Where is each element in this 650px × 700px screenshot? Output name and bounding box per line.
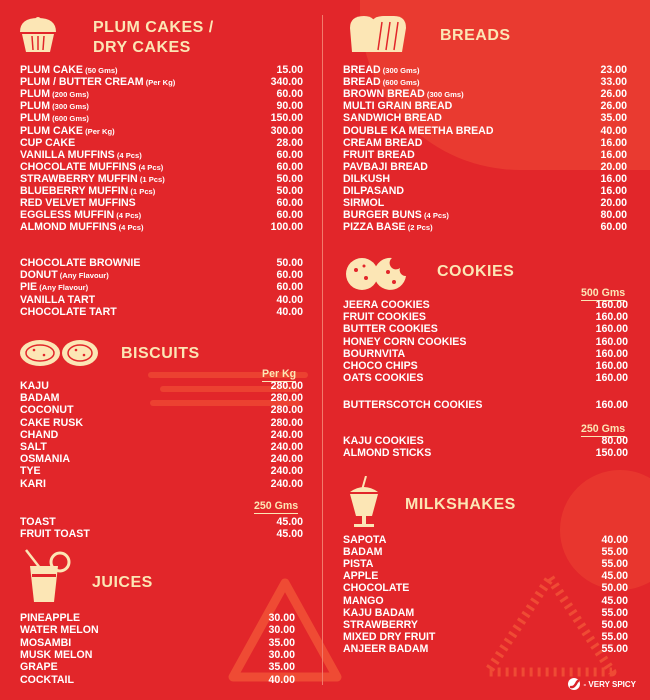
item-price: 240.00 <box>270 465 303 478</box>
item-name: COCKTAIL <box>20 673 74 686</box>
item-name: BLUEBERRY MUFFIN (1 Pcs) <box>20 185 156 197</box>
item-size: (600 Gms) <box>50 114 89 124</box>
spicy-legend <box>568 678 636 690</box>
juice-glass-icon <box>16 548 72 604</box>
item-name: SALT <box>20 441 47 453</box>
item-price: 160.00 <box>595 360 628 372</box>
item-price: 160.00 <box>595 335 628 348</box>
item-name: VANILLA MUFFINS (4 Pcs) <box>20 148 142 161</box>
item-name: STRAWBERRY <box>343 618 418 631</box>
item-name: PISTA <box>343 558 374 571</box>
item-name: COCONUT <box>20 404 74 417</box>
item-name: BUTTERSCOTCH COOKIES <box>343 399 483 411</box>
item-price: 40.00 <box>276 305 303 318</box>
item-price: 240.00 <box>270 453 303 466</box>
item-size: (4 Pcs) <box>421 211 449 221</box>
item-price: 55.00 <box>601 546 628 559</box>
item-price: 33.00 <box>600 76 627 89</box>
item-price: 45.00 <box>601 570 628 583</box>
column-divider <box>322 15 323 685</box>
item-price: 50.00 <box>276 257 303 269</box>
item-name: ALMOND MUFFINS (4 Pcs) <box>20 221 144 234</box>
item-name: CHOCO CHIPS <box>343 360 418 372</box>
item-name: VANILLA TART <box>20 293 96 306</box>
item-size: (300 Gms) <box>380 66 420 75</box>
item-price: 16.00 <box>600 148 627 161</box>
item-name: PINEAPPLE <box>20 612 81 624</box>
muffin-icon <box>12 14 64 56</box>
item-name: BREAD (600 Gms) <box>343 76 420 89</box>
item-price: 50.00 <box>276 172 303 185</box>
milkshake-icon <box>344 476 384 528</box>
item-name: PIE (Any Flavour) <box>20 281 89 294</box>
item-price: 240.00 <box>270 441 303 453</box>
item-price: 60.00 <box>276 160 303 173</box>
item-name: KAJU BADAM <box>343 606 415 619</box>
item-name: SAPOTA <box>343 534 387 546</box>
item-price: 40.00 <box>268 673 295 686</box>
item-name: BROWN BREAD (300 Gms) <box>343 88 464 101</box>
title-line: PLUM CAKES / <box>93 19 214 36</box>
item-size: (50 Gms) <box>82 66 118 75</box>
item-name: WATER MELON <box>20 624 99 637</box>
bread-loaf-icon <box>346 14 410 54</box>
item-name: DONUT (Any Flavour) <box>20 269 109 282</box>
item-price: 30.00 <box>268 612 295 624</box>
item-name: RED VELVET MUFFINS <box>20 197 136 210</box>
item-price: 50.00 <box>601 582 628 595</box>
item-name: FRUIT COOKIES <box>343 311 426 324</box>
item-name: KAJU COOKIES <box>343 435 424 447</box>
item-price: 15.00 <box>276 64 303 76</box>
item-price: 45.00 <box>276 528 303 541</box>
item-name: BADAM <box>20 392 60 405</box>
item-price: 30.00 <box>268 648 295 661</box>
item-name: TOAST <box>20 516 56 528</box>
item-size: (300 Gms) <box>424 90 464 100</box>
item-price: 90.00 <box>276 100 303 113</box>
item-name: MOSAMBI <box>20 636 72 649</box>
item-price: 80.00 <box>601 435 628 447</box>
item-name: OATS COOKIES <box>343 372 424 385</box>
item-name: PLUM (300 Gms) <box>20 100 89 113</box>
item-price: 60.00 <box>276 269 303 282</box>
item-price: 40.00 <box>276 293 303 306</box>
item-name: MANGO <box>343 594 384 607</box>
item-size: (1 Pcs) <box>128 187 156 196</box>
item-price: 160.00 <box>595 323 628 336</box>
item-price: 35.00 <box>600 112 627 125</box>
item-name: DILKUSH <box>343 172 391 185</box>
item-price: 60.00 <box>276 209 303 222</box>
item-name: CHAND <box>20 428 59 441</box>
item-price: 160.00 <box>595 299 628 311</box>
unit-per-kg: Per Kg <box>262 368 297 380</box>
item-size: (600 Gms) <box>380 78 420 88</box>
item-price: 60.00 <box>600 221 627 234</box>
item-name: SIRMOL <box>343 197 385 210</box>
item-price: 26.00 <box>600 100 627 113</box>
item-price: 160.00 <box>595 399 628 411</box>
item-name: MIXED DRY FRUIT <box>343 630 436 643</box>
item-price: 280.00 <box>270 380 303 392</box>
triangle-decoration <box>480 570 620 680</box>
item-name: CHOCOLATE <box>343 582 410 595</box>
item-name: MULTI GRAIN BREAD <box>343 100 453 113</box>
item-name: PAVBAJI BREAD <box>343 160 428 173</box>
item-name: OSMANIA <box>20 453 71 466</box>
item-name: CHOCOLATE MUFFINS (4 Pcs) <box>20 160 164 173</box>
item-name: CAKE RUSK <box>20 416 83 429</box>
item-name: KARI <box>20 477 46 490</box>
item-price: 20.00 <box>600 160 627 173</box>
item-price: 150.00 <box>595 447 628 460</box>
item-size: (Any Flavour) <box>57 271 109 281</box>
item-price: 55.00 <box>601 558 628 571</box>
item-name: BUTTER COOKIES <box>343 323 438 336</box>
item-name: PLUM (200 Gms) <box>20 88 89 101</box>
unit-500-gms: 500 Gms <box>581 287 626 299</box>
item-price: 40.00 <box>600 124 627 137</box>
item-price: 55.00 <box>601 606 628 619</box>
item-name: DILPASAND <box>343 185 405 197</box>
item-price: 160.00 <box>595 311 628 324</box>
item-name: FRUIT BREAD <box>343 148 415 161</box>
item-name: APPLE <box>343 570 379 583</box>
item-size: (2 Pcs) <box>405 223 433 233</box>
item-price: 55.00 <box>601 630 628 643</box>
item-name: CUP CAKE <box>20 136 76 149</box>
item-name: BOURNVITA <box>343 347 406 360</box>
item-price: 100.00 <box>270 221 303 234</box>
item-name: PLUM CAKE (50 Gms) <box>20 64 118 76</box>
item-name: PLUM CAKE (Per Kg) <box>20 124 115 137</box>
item-price: 45.00 <box>601 594 628 607</box>
section-title-juices: JUICES <box>92 574 153 591</box>
unit-250-gms: 250 Gms <box>581 423 626 435</box>
item-price: 60.00 <box>276 197 303 210</box>
item-price: 40.00 <box>601 534 628 546</box>
section-title-plum-cakes <box>93 18 214 58</box>
item-price: 160.00 <box>595 347 628 360</box>
section-title-breads: BREADS <box>440 27 511 44</box>
item-price: 35.00 <box>268 636 295 649</box>
item-price: 26.00 <box>600 88 627 101</box>
item-size: (Any Flavour) <box>37 283 89 293</box>
item-size: (4 Pcs) <box>116 223 144 233</box>
item-name: CHOCOLATE TART <box>20 305 117 318</box>
cookie-icon <box>344 252 410 292</box>
item-name: FRUIT TOAST <box>20 528 90 541</box>
item-name: BREAD (300 Gms) <box>343 64 420 76</box>
item-price: 150.00 <box>270 112 303 125</box>
item-name: JEERA COOKIES <box>343 299 430 311</box>
item-size: (300 Gms) <box>50 102 89 112</box>
unit-250-gms: 250 Gms <box>254 500 299 512</box>
item-name: STRAWBERRY MUFFIN (1 Pcs) <box>20 172 165 185</box>
item-price: 16.00 <box>600 172 627 185</box>
item-price: 300.00 <box>270 124 303 137</box>
item-name: EGGLESS MUFFIN (4 Pcs) <box>20 209 142 222</box>
item-name: PLUM (600 Gms) <box>20 112 89 125</box>
item-price: 340.00 <box>270 76 303 89</box>
item-name: CREAM BREAD <box>343 136 423 149</box>
item-price: 160.00 <box>595 372 628 385</box>
section-title-cookies: COOKIES <box>437 263 515 280</box>
section-title-biscuits: BISCUITS <box>121 345 200 362</box>
item-price: 23.00 <box>600 64 627 76</box>
item-name: BURGER BUNS (4 Pcs) <box>343 209 449 222</box>
section-title-milkshakes: MILKSHAKES <box>405 496 516 513</box>
legend-label: - VERY SPICY <box>583 679 636 689</box>
item-price: 50.00 <box>276 185 303 197</box>
item-price: 50.00 <box>601 618 628 631</box>
item-size: (4 Pcs) <box>114 150 142 160</box>
title-line: DRY CAKES <box>93 39 191 56</box>
item-name: SANDWICH BREAD <box>343 112 442 125</box>
item-price: 35.00 <box>268 661 295 674</box>
item-price: 16.00 <box>600 136 627 149</box>
item-name: PLUM / BUTTER CREAM (Per Kg) <box>20 76 176 89</box>
item-price: 45.00 <box>276 516 303 528</box>
item-name: BADAM <box>343 546 383 559</box>
item-price: 55.00 <box>601 642 628 655</box>
item-price: 30.00 <box>268 624 295 637</box>
item-name: HONEY CORN COOKIES <box>343 335 467 348</box>
item-name: MUSK MELON <box>20 648 93 661</box>
item-name: ALMOND STICKS <box>343 447 432 460</box>
item-size: (4 Pcs) <box>136 162 164 172</box>
item-size: (200 Gms) <box>50 90 89 100</box>
item-size: (1 Pcs) <box>137 174 165 184</box>
item-name: GRAPE <box>20 661 58 674</box>
item-name: DOUBLE KA MEETHA BREAD <box>343 124 494 137</box>
item-name: TYE <box>20 465 41 478</box>
item-price: 60.00 <box>276 88 303 101</box>
item-price: 240.00 <box>270 428 303 441</box>
biscuit-icon <box>18 338 100 368</box>
item-price: 280.00 <box>270 392 303 405</box>
item-name: CHOCOLATE BROWNIE <box>20 257 141 269</box>
item-name: PIZZA BASE (2 Pcs) <box>343 221 433 234</box>
item-price: 28.00 <box>276 136 303 149</box>
item-size: (4 Pcs) <box>114 211 142 221</box>
item-size: (Per Kg) <box>82 126 115 136</box>
item-price: 20.00 <box>600 197 627 210</box>
item-price: 16.00 <box>600 185 627 197</box>
item-name: ANJEER BADAM <box>343 642 429 655</box>
item-name: KAJU <box>20 380 49 392</box>
item-price: 240.00 <box>270 477 303 490</box>
item-price: 60.00 <box>276 148 303 161</box>
chili-icon <box>568 678 580 690</box>
item-price: 280.00 <box>270 404 303 417</box>
item-price: 280.00 <box>270 416 303 429</box>
item-price: 80.00 <box>600 209 627 222</box>
item-price: 60.00 <box>276 281 303 294</box>
item-size: (Per Kg) <box>143 78 176 88</box>
